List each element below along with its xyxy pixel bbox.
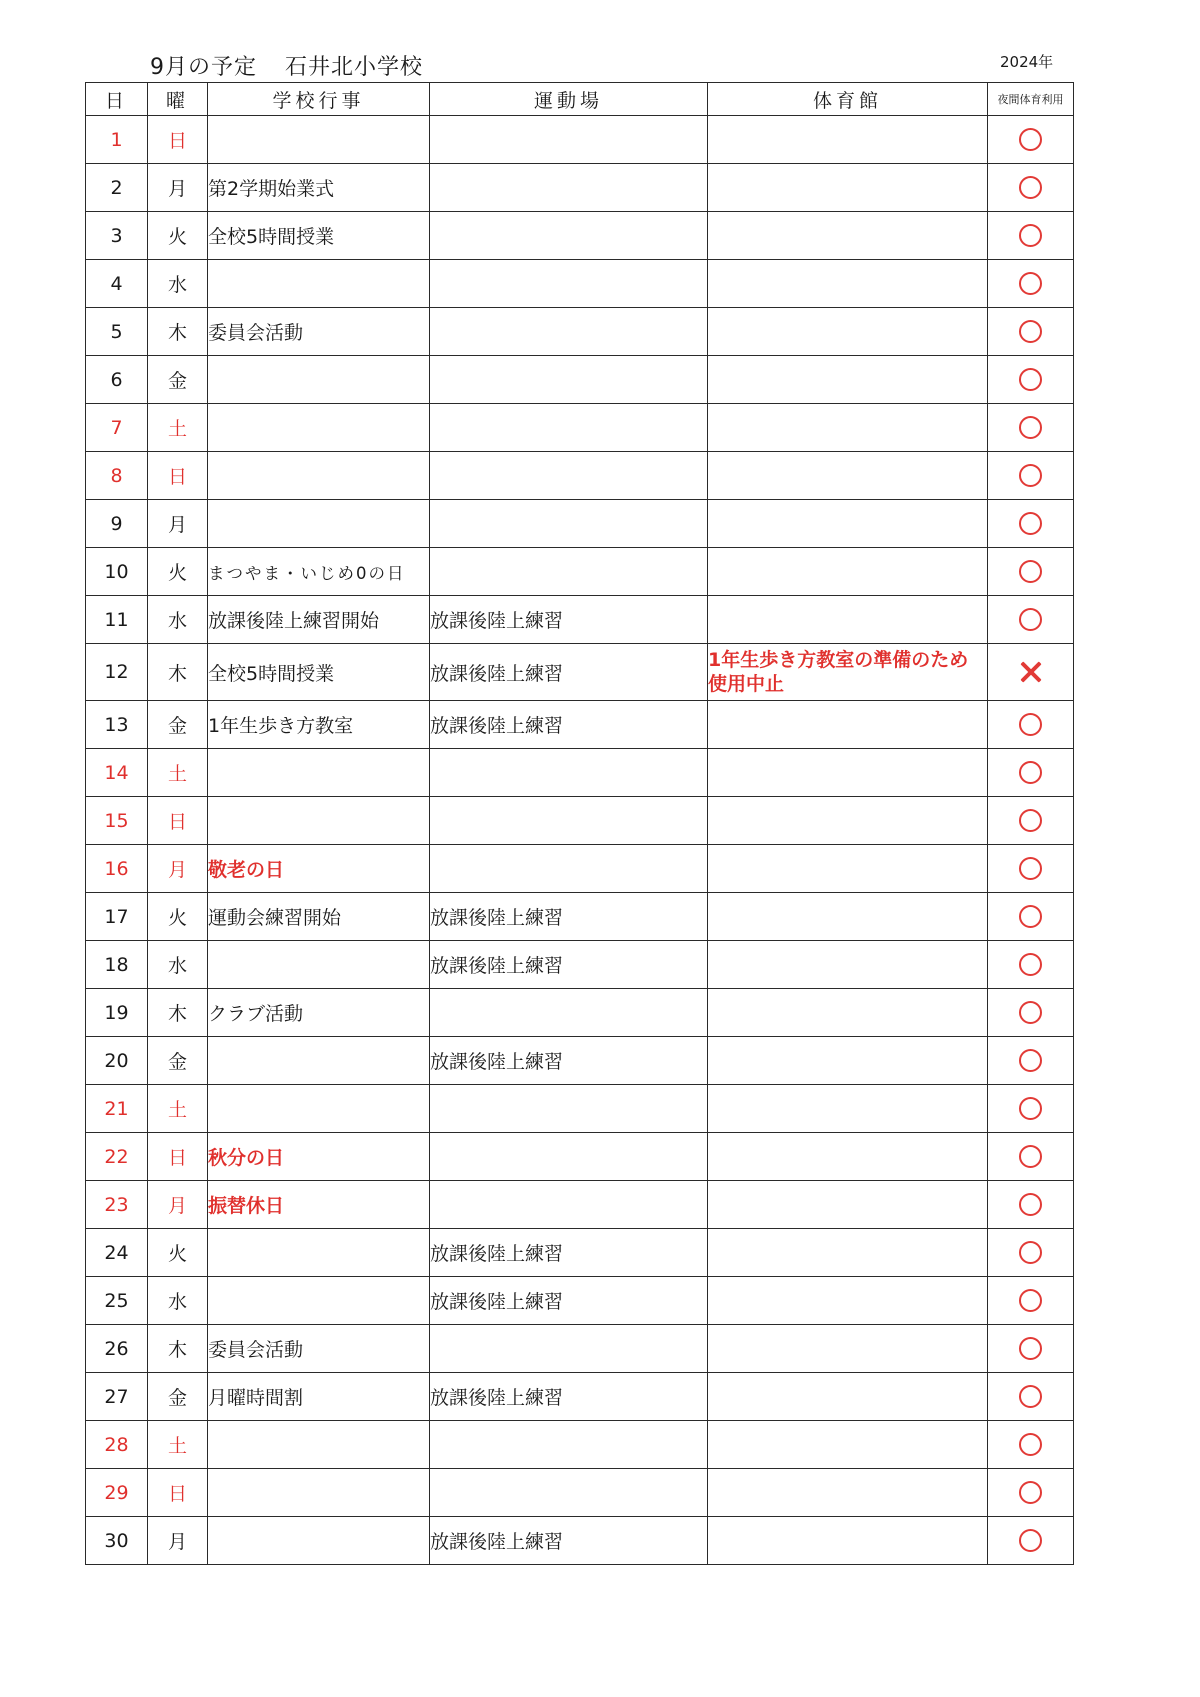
table-row — [86, 1133, 1074, 1181]
gym-cell — [708, 1517, 988, 1565]
night-use-cell — [988, 548, 1074, 596]
night-use-cell — [988, 893, 1074, 941]
circle-icon — [1019, 1001, 1042, 1024]
gym-cell — [708, 452, 988, 500]
event-cell — [208, 116, 430, 164]
header-event: 学校行事 — [208, 83, 430, 116]
schedule-body — [86, 116, 1074, 1565]
field-cell — [430, 308, 708, 356]
day-cell: 24 — [86, 1229, 148, 1277]
table-row — [86, 1517, 1074, 1565]
weekday-cell: 木 — [148, 308, 208, 356]
event-cell: 放課後陸上練習開始 — [208, 596, 430, 644]
circle-icon — [1019, 1097, 1042, 1120]
gym-cell — [708, 797, 988, 845]
gym-cell — [708, 1181, 988, 1229]
gym-cell — [708, 1229, 988, 1277]
gym-cell — [708, 1085, 988, 1133]
event-cell — [208, 749, 430, 797]
event-cell — [208, 1037, 430, 1085]
weekday-cell: 土 — [148, 1085, 208, 1133]
day-cell: 20 — [86, 1037, 148, 1085]
weekday-cell: 火 — [148, 548, 208, 596]
event-cell — [208, 1085, 430, 1133]
table-row — [86, 1469, 1074, 1517]
field-cell: 放課後陸上練習 — [430, 893, 708, 941]
circle-icon — [1019, 1385, 1042, 1408]
weekday-cell: 水 — [148, 1277, 208, 1325]
night-use-cell — [988, 1373, 1074, 1421]
field-cell — [430, 116, 708, 164]
gym-cell — [708, 893, 988, 941]
header-night: 夜間体育利用 — [988, 83, 1074, 116]
night-use-cell — [988, 845, 1074, 893]
circle-icon — [1019, 368, 1042, 391]
field-cell — [430, 164, 708, 212]
night-use-cell — [988, 116, 1074, 164]
header-field: 運動場 — [430, 83, 708, 116]
field-cell — [430, 452, 708, 500]
table-row — [86, 893, 1074, 941]
weekday-cell: 土 — [148, 749, 208, 797]
event-cell: 委員会活動 — [208, 1325, 430, 1373]
weekday-cell: 木 — [148, 644, 208, 701]
field-cell — [430, 404, 708, 452]
night-use-cell — [988, 1229, 1074, 1277]
table-row — [86, 797, 1074, 845]
field-cell — [430, 1469, 708, 1517]
field-cell: 放課後陸上練習 — [430, 1229, 708, 1277]
table-row — [86, 941, 1074, 989]
day-cell: 1 — [86, 116, 148, 164]
circle-icon — [1019, 1481, 1042, 1504]
event-cell: クラブ活動 — [208, 989, 430, 1037]
gym-cell — [708, 500, 988, 548]
day-cell: 5 — [86, 308, 148, 356]
circle-icon — [1019, 320, 1042, 343]
night-use-cell — [988, 941, 1074, 989]
field-cell — [430, 1181, 708, 1229]
weekday-cell: 土 — [148, 1421, 208, 1469]
weekday-cell: 火 — [148, 893, 208, 941]
event-cell — [208, 1277, 430, 1325]
event-cell: 振替休日 — [208, 1181, 430, 1229]
night-use-cell — [988, 701, 1074, 749]
table-row — [86, 596, 1074, 644]
header-row — [86, 83, 1074, 116]
field-cell — [430, 260, 708, 308]
circle-icon — [1019, 809, 1042, 832]
event-cell: まつやま・いじめ0の日 — [208, 548, 430, 596]
weekday-cell: 月 — [148, 164, 208, 212]
field-cell — [430, 1421, 708, 1469]
night-use-cell — [988, 1277, 1074, 1325]
gym-cell — [708, 1277, 988, 1325]
day-cell: 28 — [86, 1421, 148, 1469]
day-cell: 12 — [86, 644, 148, 701]
gym-cell — [708, 845, 988, 893]
day-cell: 17 — [86, 893, 148, 941]
circle-icon — [1019, 857, 1042, 880]
field-cell — [430, 1325, 708, 1373]
cross-icon — [1019, 660, 1043, 684]
field-cell — [430, 989, 708, 1037]
circle-icon — [1019, 1049, 1042, 1072]
field-cell — [430, 212, 708, 260]
circle-icon — [1019, 464, 1042, 487]
table-row — [86, 749, 1074, 797]
weekday-cell: 金 — [148, 1037, 208, 1085]
field-cell: 放課後陸上練習 — [430, 644, 708, 701]
event-cell — [208, 1229, 430, 1277]
day-cell: 23 — [86, 1181, 148, 1229]
event-cell: 秋分の日 — [208, 1133, 430, 1181]
table-row — [86, 845, 1074, 893]
event-cell: 敬老の日 — [208, 845, 430, 893]
weekday-cell: 金 — [148, 701, 208, 749]
circle-icon — [1019, 1289, 1042, 1312]
table-row — [86, 1181, 1074, 1229]
day-cell: 30 — [86, 1517, 148, 1565]
event-cell — [208, 260, 430, 308]
school-name: 石井北小学校 — [285, 55, 424, 80]
night-use-cell — [988, 164, 1074, 212]
day-cell: 10 — [86, 548, 148, 596]
gym-cell — [708, 749, 988, 797]
gym-cell — [708, 164, 988, 212]
circle-icon — [1019, 713, 1042, 736]
table-row — [86, 452, 1074, 500]
table-row — [86, 308, 1074, 356]
field-cell — [430, 797, 708, 845]
field-cell — [430, 1085, 708, 1133]
night-use-cell — [988, 1037, 1074, 1085]
day-cell: 3 — [86, 212, 148, 260]
night-use-cell — [988, 596, 1074, 644]
gym-cell — [708, 1421, 988, 1469]
header-gym: 体育館 — [708, 83, 988, 116]
field-cell: 放課後陸上練習 — [430, 1517, 708, 1565]
day-cell: 21 — [86, 1085, 148, 1133]
event-cell — [208, 1469, 430, 1517]
night-use-cell — [988, 308, 1074, 356]
gym-cell — [708, 116, 988, 164]
table-row — [86, 701, 1074, 749]
gym-cell — [708, 1325, 988, 1373]
table-row — [86, 989, 1074, 1037]
field-cell: 放課後陸上練習 — [430, 941, 708, 989]
field-cell: 放課後陸上練習 — [430, 1277, 708, 1325]
gym-cell — [708, 356, 988, 404]
weekday-cell: 日 — [148, 1469, 208, 1517]
weekday-cell: 月 — [148, 1181, 208, 1229]
field-cell — [430, 548, 708, 596]
night-use-cell — [988, 1085, 1074, 1133]
gym-cell — [708, 1469, 988, 1517]
header-dow: 曜 — [148, 83, 208, 116]
table-row — [86, 1229, 1074, 1277]
page-title — [150, 50, 423, 81]
night-use-cell — [988, 749, 1074, 797]
day-cell: 7 — [86, 404, 148, 452]
event-cell: 1年生歩き方教室 — [208, 701, 430, 749]
weekday-cell: 木 — [148, 989, 208, 1037]
night-use-cell — [988, 500, 1074, 548]
circle-icon — [1019, 512, 1042, 535]
field-cell: 放課後陸上練習 — [430, 596, 708, 644]
event-cell — [208, 500, 430, 548]
table-row — [86, 1421, 1074, 1469]
night-use-cell — [988, 404, 1074, 452]
table-row — [86, 644, 1074, 701]
table-row — [86, 1037, 1074, 1085]
weekday-cell: 月 — [148, 500, 208, 548]
event-cell — [208, 1421, 430, 1469]
gym-cell — [708, 404, 988, 452]
circle-icon — [1019, 953, 1042, 976]
gym-cell — [708, 989, 988, 1037]
event-cell: 第2学期始業式 — [208, 164, 430, 212]
circle-icon — [1019, 1433, 1042, 1456]
table-row — [86, 1373, 1074, 1421]
night-use-cell — [988, 1133, 1074, 1181]
field-cell — [430, 1133, 708, 1181]
circle-icon — [1019, 128, 1042, 151]
weekday-cell: 日 — [148, 797, 208, 845]
weekday-cell: 火 — [148, 1229, 208, 1277]
event-cell: 月曜時間割 — [208, 1373, 430, 1421]
night-use-cell — [988, 644, 1074, 701]
day-cell: 4 — [86, 260, 148, 308]
event-cell: 運動会練習開始 — [208, 893, 430, 941]
gym-cell — [708, 260, 988, 308]
day-cell: 19 — [86, 989, 148, 1037]
weekday-cell: 金 — [148, 1373, 208, 1421]
day-cell: 8 — [86, 452, 148, 500]
day-cell: 16 — [86, 845, 148, 893]
gym-cell — [708, 941, 988, 989]
night-use-cell — [988, 452, 1074, 500]
field-cell — [430, 356, 708, 404]
table-row — [86, 548, 1074, 596]
event-cell — [208, 1517, 430, 1565]
night-use-cell — [988, 1181, 1074, 1229]
gym-cell — [708, 1373, 988, 1421]
day-cell: 25 — [86, 1277, 148, 1325]
year-label: 2024年 — [1000, 53, 1054, 71]
event-cell — [208, 941, 430, 989]
night-use-cell — [988, 212, 1074, 260]
field-cell — [430, 845, 708, 893]
event-cell — [208, 797, 430, 845]
night-use-cell — [988, 1517, 1074, 1565]
gym-cell — [708, 308, 988, 356]
event-cell — [208, 452, 430, 500]
day-cell: 22 — [86, 1133, 148, 1181]
weekday-cell: 月 — [148, 845, 208, 893]
gym-cell — [708, 548, 988, 596]
day-cell: 15 — [86, 797, 148, 845]
weekday-cell: 水 — [148, 941, 208, 989]
field-cell: 放課後陸上練習 — [430, 1373, 708, 1421]
weekday-cell: 日 — [148, 116, 208, 164]
field-cell: 放課後陸上練習 — [430, 1037, 708, 1085]
header-day: 日 — [86, 83, 148, 116]
night-use-cell — [988, 260, 1074, 308]
event-cell — [208, 404, 430, 452]
table-row — [86, 500, 1074, 548]
circle-icon — [1019, 1145, 1042, 1168]
event-cell: 全校5時間授業 — [208, 644, 430, 701]
table-row — [86, 212, 1074, 260]
table-row — [86, 356, 1074, 404]
table-row — [86, 404, 1074, 452]
day-cell: 14 — [86, 749, 148, 797]
circle-icon — [1019, 1337, 1042, 1360]
day-cell: 13 — [86, 701, 148, 749]
event-cell — [208, 356, 430, 404]
field-cell: 放課後陸上練習 — [430, 701, 708, 749]
weekday-cell: 金 — [148, 356, 208, 404]
circle-icon — [1019, 416, 1042, 439]
circle-icon — [1019, 1529, 1042, 1552]
day-cell: 26 — [86, 1325, 148, 1373]
circle-icon — [1019, 272, 1042, 295]
day-cell: 11 — [86, 596, 148, 644]
night-use-cell — [988, 797, 1074, 845]
circle-icon — [1019, 761, 1042, 784]
gym-cell — [708, 1037, 988, 1085]
weekday-cell: 木 — [148, 1325, 208, 1373]
gym-cell: 1年生歩き方教室の準備のため使用中止 — [708, 644, 988, 701]
night-use-cell — [988, 1325, 1074, 1373]
gym-cell — [708, 212, 988, 260]
circle-icon — [1019, 1241, 1042, 1264]
day-cell: 18 — [86, 941, 148, 989]
field-cell — [430, 500, 708, 548]
day-cell: 29 — [86, 1469, 148, 1517]
table-row — [86, 1277, 1074, 1325]
circle-icon — [1019, 224, 1042, 247]
weekday-cell: 日 — [148, 1133, 208, 1181]
gym-cell — [708, 596, 988, 644]
weekday-cell: 火 — [148, 212, 208, 260]
circle-icon — [1019, 905, 1042, 928]
circle-icon — [1019, 176, 1042, 199]
schedule-table — [85, 82, 1074, 1565]
night-use-cell — [988, 1421, 1074, 1469]
table-row — [86, 260, 1074, 308]
night-use-cell — [988, 356, 1074, 404]
gym-cell — [708, 1133, 988, 1181]
circle-icon — [1019, 1193, 1042, 1216]
table-row — [86, 1325, 1074, 1373]
day-cell: 2 — [86, 164, 148, 212]
field-cell — [430, 749, 708, 797]
event-cell: 委員会活動 — [208, 308, 430, 356]
day-cell: 9 — [86, 500, 148, 548]
title-month: 9月の予定 — [150, 55, 257, 80]
event-cell: 全校5時間授業 — [208, 212, 430, 260]
day-cell: 6 — [86, 356, 148, 404]
night-use-cell — [988, 1469, 1074, 1517]
day-cell: 27 — [86, 1373, 148, 1421]
circle-icon — [1019, 608, 1042, 631]
weekday-cell: 水 — [148, 596, 208, 644]
table-row — [86, 164, 1074, 212]
table-row — [86, 116, 1074, 164]
weekday-cell: 月 — [148, 1517, 208, 1565]
weekday-cell: 土 — [148, 404, 208, 452]
circle-icon — [1019, 560, 1042, 583]
weekday-cell: 水 — [148, 260, 208, 308]
night-use-cell — [988, 989, 1074, 1037]
weekday-cell: 日 — [148, 452, 208, 500]
gym-cell — [708, 701, 988, 749]
table-row — [86, 1085, 1074, 1133]
